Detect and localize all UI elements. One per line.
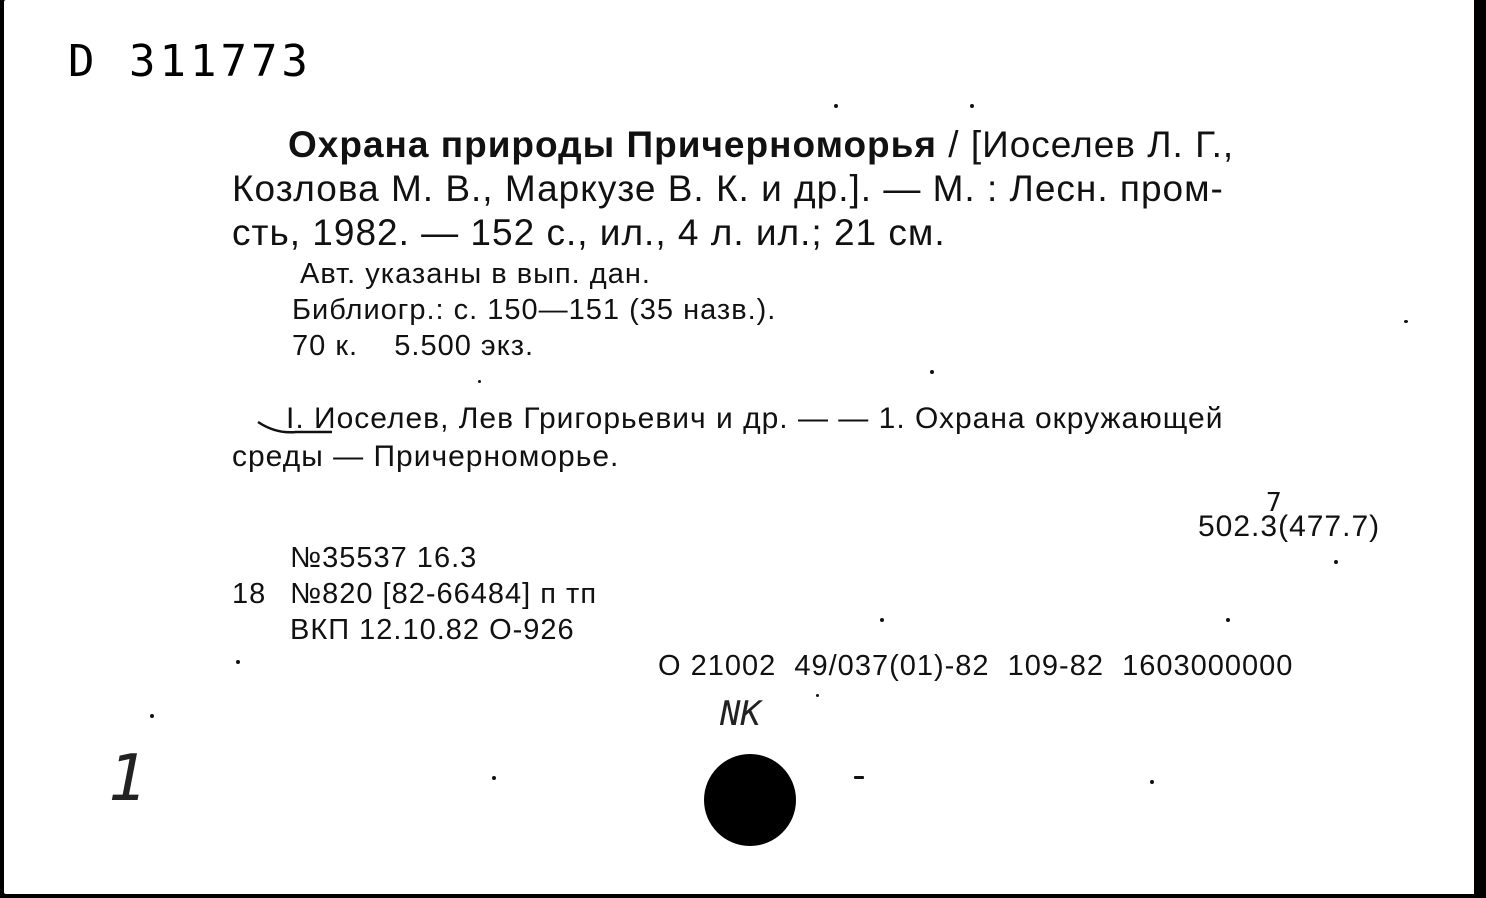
speck-8 [236,660,240,664]
catalog-card [4,0,1480,894]
speck-11 [854,776,864,779]
speck-4 [1404,320,1408,323]
title-line-3: сть, 1982. — 152 с., ил., 4 л. ил.; 21 см. [232,212,946,253]
classification: 502.3(477.7) [1198,510,1381,543]
title-authors: / [Иоселев Л. Г., [937,124,1235,165]
tracing-underline-mark [256,418,336,438]
speck-12 [1150,780,1154,784]
speck-14 [1334,560,1338,564]
number-line-2-prefix: 18 [232,578,267,610]
handwritten-one: 1 [108,742,147,816]
card-number: D 311773 [68,36,312,87]
title-line-1 [288,124,1234,166]
bottom-code: О 21002 49/037(01)-82 109-82 1603000000 [658,650,1294,682]
number-line-3: ВКП 12.10.82 О-926 [290,614,575,646]
speck-7 [1226,618,1230,622]
speck-9 [150,714,154,718]
punch-hole [704,754,796,846]
speck-1 [834,104,838,108]
speck-3 [930,370,934,374]
speck-13 [816,694,819,697]
speck-2 [970,104,974,108]
note-bibliography: Библиогр.: с. 150—151 (35 назв.). [292,294,777,326]
note-authors: Авт. указаны в вып. дан. [300,258,651,290]
note-price: 70 к. 5.500 экз. [292,330,535,362]
tracing-line-2: среды — Причерноморье. [232,440,620,473]
title-line-2: Козлова М. В., Маркузе В. К. и др.]. — М. : Лесн. пром- [232,168,1224,209]
title-bold: Охрана природы Причерноморья [288,124,937,165]
number-line-2: №820 [82-66484] п тп [290,578,598,610]
number-line-1: №35537 16.3 [290,542,478,574]
handwritten-nk: NK [720,694,761,734]
speck-5 [478,380,481,383]
tracing-line-1: I. Иоселев, Лев Григорьевич и др. — — 1. Охрана окружающей [286,402,1224,435]
speck-6 [880,618,884,622]
speck-10 [492,776,496,780]
classification-annotation: 7 [1266,488,1282,518]
